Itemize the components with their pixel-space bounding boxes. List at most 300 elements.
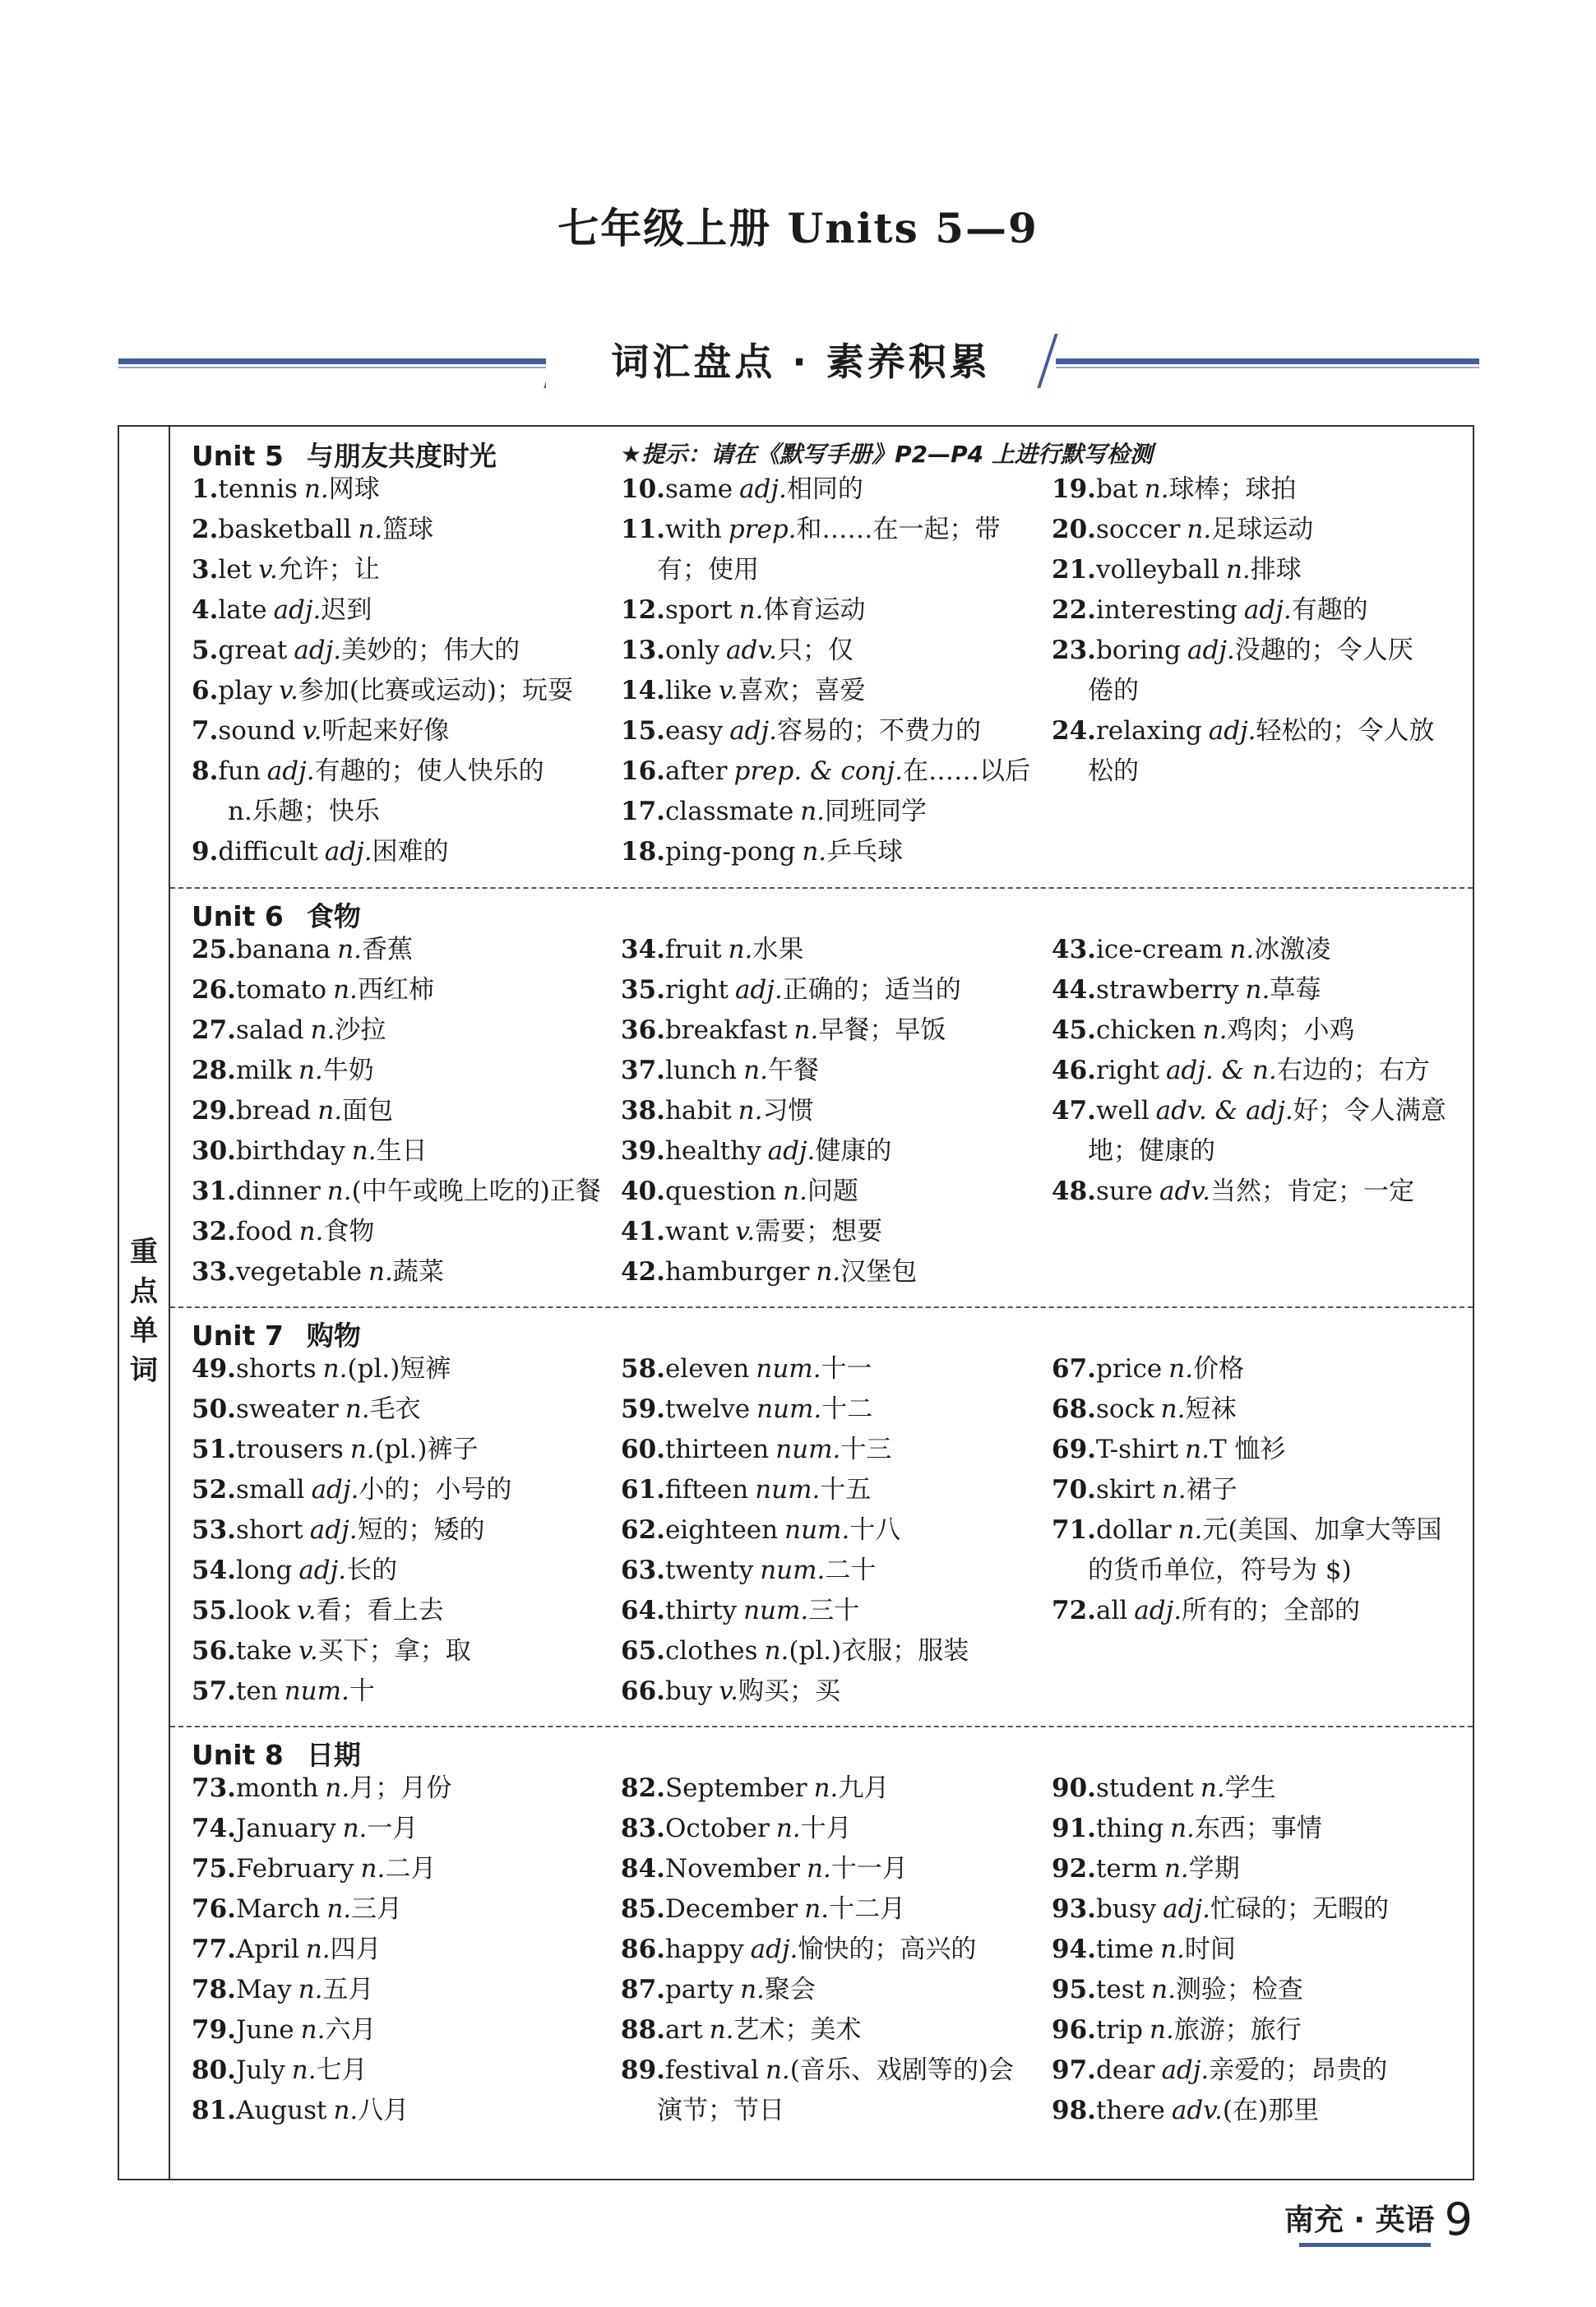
entry-definition-continued: 演节；节日 bbox=[657, 2096, 784, 2125]
entry-definition: 正确的；适当的 bbox=[782, 975, 961, 1005]
entry-number: 55. bbox=[192, 1596, 236, 1625]
entry-part-of-speech: v. bbox=[719, 1676, 738, 1706]
entry-word: thing bbox=[1095, 1814, 1164, 1843]
entry-part-of-speech: n. bbox=[1187, 515, 1212, 544]
vocab-entry bbox=[621, 1131, 1040, 1172]
entry-number: 4. bbox=[192, 595, 219, 625]
entry-number: 9. bbox=[192, 837, 219, 867]
vocab-entry bbox=[1052, 1389, 1463, 1430]
entry-definition: 十一月 bbox=[830, 1854, 908, 1884]
entry-definition: 学期 bbox=[1188, 1854, 1240, 1884]
entry-number: 8. bbox=[192, 756, 219, 786]
entry-definition: 短的；矮的 bbox=[357, 1515, 485, 1545]
entry-number: 90. bbox=[1052, 1773, 1096, 1803]
entry-number: 31. bbox=[192, 1177, 236, 1206]
entry-number: 10. bbox=[621, 474, 665, 504]
entry-part-of-speech: n. bbox=[291, 2055, 317, 2085]
entry-number: 26. bbox=[192, 975, 236, 1005]
entry-number: 56. bbox=[192, 1636, 236, 1666]
vocab-entry bbox=[1052, 1591, 1463, 1631]
entry-definition: 月；月份 bbox=[349, 1773, 452, 1803]
entry-number: 92. bbox=[1052, 1854, 1096, 1884]
entry-part-of-speech: n. bbox=[1202, 1015, 1228, 1045]
entry-number: 20. bbox=[1052, 515, 1096, 544]
entry-part-of-speech: adj. bbox=[1243, 595, 1292, 625]
vocab-entry bbox=[1052, 1470, 1463, 1510]
entry-definition: 七月 bbox=[316, 2055, 368, 2085]
entry-definition: 没趣的；令人厌 bbox=[1234, 636, 1413, 665]
entry-number: 54. bbox=[192, 1556, 236, 1585]
entry-number: 18. bbox=[621, 837, 665, 867]
entry-part-of-speech: n. bbox=[1151, 1975, 1176, 2004]
entry-definition: (中午或晚上吃的)正餐 bbox=[351, 1177, 601, 1206]
entry-part-of-speech: n. bbox=[305, 1935, 331, 1964]
entry-word: salad bbox=[235, 1015, 304, 1045]
entry-definition: (音乐、戏剧等的)会 bbox=[789, 2055, 1014, 2085]
entry-part-of-speech: n. bbox=[800, 797, 826, 826]
entry-word: food bbox=[235, 1217, 293, 1246]
entry-number: 58. bbox=[621, 1354, 665, 1384]
vocab-entry bbox=[1052, 1091, 1463, 1131]
vocab-entry bbox=[1052, 1889, 1463, 1930]
entry-word: buy bbox=[664, 1676, 713, 1706]
entry-number: 75. bbox=[192, 1854, 236, 1884]
entry-word: December bbox=[664, 1894, 798, 1924]
entry-part-of-speech: n. bbox=[326, 1894, 352, 1924]
side-column bbox=[119, 427, 170, 2179]
practice-tip: ★提示：请在《默写手册》P2—P4 上进行默写检测 bbox=[621, 441, 1153, 468]
unit-heading bbox=[192, 895, 361, 934]
entry-number: 84. bbox=[621, 1854, 665, 1884]
vocab-entry bbox=[1052, 631, 1463, 671]
vocab-entry bbox=[192, 1252, 611, 1292]
vocab-entry bbox=[192, 510, 611, 550]
entry-part-of-speech: num. bbox=[756, 1394, 822, 1424]
vocab-entry bbox=[621, 1768, 1040, 1809]
entry-part-of-speech: n. bbox=[1163, 1854, 1189, 1884]
entry-part-of-speech: adj. bbox=[739, 474, 787, 504]
entry-definition: 听起来好像 bbox=[322, 716, 450, 746]
entry-definition: 蔬菜 bbox=[392, 1257, 444, 1287]
entry-number: 62. bbox=[621, 1515, 665, 1545]
entry-number: 70. bbox=[1052, 1475, 1096, 1505]
entry-number: 79. bbox=[192, 2015, 236, 2045]
entry-part-of-speech: n. bbox=[1177, 1515, 1203, 1545]
entry-definition: 长的 bbox=[346, 1556, 398, 1585]
vocab-entry bbox=[1052, 469, 1463, 510]
entry-word: strawberry bbox=[1095, 975, 1239, 1005]
vocab-entry bbox=[192, 970, 611, 1010]
entry-number: 69. bbox=[1052, 1435, 1096, 1464]
side-label bbox=[119, 1232, 169, 1390]
entry-definition: 有趣的 bbox=[1291, 595, 1368, 625]
entry-number: 64. bbox=[621, 1596, 665, 1625]
entry-word: short bbox=[235, 1515, 303, 1545]
entry-definition: (pl.)短裤 bbox=[347, 1354, 451, 1384]
entry-word: boring bbox=[1095, 636, 1181, 665]
page-number: 9 bbox=[1444, 2194, 1473, 2245]
entry-part-of-speech: n. bbox=[333, 2096, 359, 2125]
entry-word: busy bbox=[1095, 1894, 1157, 1924]
entry-definition: 亲爱的；昂贵的 bbox=[1209, 2055, 1388, 2085]
entry-part-of-speech: n. bbox=[1168, 1354, 1194, 1384]
entry-number: 30. bbox=[192, 1136, 236, 1166]
section-banner bbox=[118, 329, 1479, 395]
vocab-entry bbox=[192, 1591, 611, 1631]
vocab-entry-continued bbox=[1052, 1551, 1463, 1591]
entry-part-of-speech: adj. bbox=[309, 1515, 358, 1545]
unit-number: Unit 5 bbox=[192, 440, 284, 472]
entry-definition: 在……以后 bbox=[902, 756, 1030, 786]
entry-part-of-speech: adv. & adj. bbox=[1155, 1096, 1293, 1126]
vocab-entry bbox=[192, 1010, 611, 1051]
entry-word: look bbox=[235, 1596, 290, 1625]
vocab-entry bbox=[192, 1849, 611, 1889]
entry-number: 57. bbox=[192, 1676, 236, 1706]
entry-word: March bbox=[235, 1894, 321, 1924]
entry-part-of-speech: adj. bbox=[729, 716, 777, 746]
entry-number: 21. bbox=[1052, 555, 1096, 585]
vocab-entry-continued bbox=[1052, 1131, 1463, 1172]
page-title: 七年级上册 Units 5—9 bbox=[557, 204, 1039, 252]
entry-definition: 右边的；右方 bbox=[1276, 1056, 1430, 1085]
vocab-entry bbox=[621, 970, 1040, 1010]
entry-number: 72. bbox=[1052, 1596, 1096, 1625]
entry-definition: 三十 bbox=[808, 1596, 860, 1625]
entry-number: 53. bbox=[192, 1515, 236, 1545]
units-content bbox=[170, 427, 1473, 2179]
entry-part-of-speech: adj. bbox=[324, 837, 372, 867]
banner-label: 词汇盘点 · 素养积累 bbox=[546, 329, 1056, 395]
entry-number: 41. bbox=[621, 1217, 665, 1246]
vocab-entry bbox=[192, 1349, 611, 1389]
vocab-entry bbox=[1052, 1349, 1463, 1389]
entry-part-of-speech: n. bbox=[298, 1056, 323, 1085]
vocab-entry bbox=[192, 1510, 611, 1551]
entry-definition: 容易的；不费力的 bbox=[776, 716, 981, 746]
entry-part-of-speech: n. bbox=[738, 1096, 763, 1126]
entry-word: June bbox=[235, 2015, 294, 2045]
entry-number: 29. bbox=[192, 1096, 236, 1126]
entry-word: ping-pong bbox=[664, 837, 796, 867]
vocab-entry bbox=[621, 1970, 1040, 2010]
entry-word: chicken bbox=[1095, 1015, 1196, 1045]
entry-word: art bbox=[664, 2015, 703, 2045]
entry-word: ten bbox=[235, 1676, 278, 1706]
entry-definition: 小的；小号的 bbox=[359, 1475, 512, 1505]
entry-definition: 迟到 bbox=[321, 595, 372, 625]
entry-part-of-speech: v. bbox=[735, 1217, 756, 1246]
entry-number: 14. bbox=[621, 676, 665, 705]
entry-definition: 午餐 bbox=[767, 1056, 819, 1085]
vocab-entry bbox=[192, 550, 611, 590]
vocab-entry bbox=[621, 1631, 1040, 1671]
vocab-entry bbox=[192, 2010, 611, 2050]
entry-part-of-speech: n. bbox=[728, 935, 753, 964]
side-label-char: 词 bbox=[130, 1354, 158, 1387]
entry-number: 94. bbox=[1052, 1935, 1096, 1964]
entry-number: 35. bbox=[621, 975, 665, 1005]
entry-definition: 篮球 bbox=[382, 515, 434, 544]
vocab-entry bbox=[192, 671, 611, 711]
vocab-entry bbox=[1052, 1970, 1463, 2010]
unit-heading bbox=[192, 1315, 361, 1353]
entry-word: sport bbox=[664, 595, 733, 625]
entry-number: 66. bbox=[621, 1676, 665, 1706]
entry-number: 19. bbox=[1052, 474, 1096, 504]
entry-part-of-speech: n. bbox=[345, 1394, 370, 1424]
entry-part-of-speech: adv. bbox=[1171, 2096, 1223, 2125]
entry-word: birthday bbox=[235, 1136, 345, 1166]
entry-part-of-speech: n. bbox=[1245, 975, 1270, 1005]
entry-number: 68. bbox=[1052, 1394, 1096, 1424]
entry-word: easy bbox=[664, 716, 724, 746]
unit-section bbox=[170, 887, 1473, 1308]
entry-definition: 鸡肉；小鸡 bbox=[1227, 1015, 1355, 1045]
entry-word: let bbox=[218, 555, 252, 585]
vocab-entry bbox=[192, 1430, 611, 1470]
entry-word: sure bbox=[1095, 1177, 1153, 1206]
entry-word: there bbox=[1095, 2096, 1165, 2125]
entry-word: trip bbox=[1095, 2015, 1143, 2045]
entry-word: trousers bbox=[235, 1435, 344, 1464]
vocab-entry bbox=[621, 1591, 1040, 1631]
entry-definition: 十一 bbox=[821, 1354, 872, 1384]
vocab-entry bbox=[1052, 1510, 1463, 1551]
entry-part-of-speech: adj. bbox=[1134, 1596, 1182, 1625]
vocab-entry bbox=[192, 1551, 611, 1591]
entry-word: volleyball bbox=[1095, 555, 1219, 585]
entry-word: thirteen bbox=[664, 1435, 770, 1464]
entry-number: 44. bbox=[1052, 975, 1096, 1005]
entry-part-of-speech: n. bbox=[1170, 1814, 1195, 1843]
entry-definition: 和……在一起；带 bbox=[796, 515, 1001, 544]
entry-definition: 允许；让 bbox=[277, 555, 380, 585]
entry-number: 83. bbox=[621, 1814, 665, 1843]
entry-word: ice-cream bbox=[1095, 935, 1224, 964]
entry-definition: 二月 bbox=[385, 1854, 437, 1884]
entry-part-of-speech: n. bbox=[351, 1136, 377, 1166]
vocab-entry-continued bbox=[1052, 671, 1463, 711]
side-label-char: 单 bbox=[130, 1315, 158, 1348]
vocab-entry bbox=[621, 1551, 1040, 1591]
entry-number: 17. bbox=[621, 797, 665, 826]
vocab-entry bbox=[1052, 1768, 1463, 1809]
entry-part-of-speech: adj. bbox=[311, 1475, 359, 1505]
entry-number: 37. bbox=[621, 1056, 665, 1085]
entry-definition-continued: 地；健康的 bbox=[1088, 1136, 1215, 1166]
entry-number: 13. bbox=[621, 636, 665, 665]
footer-text: 南充 · 英语 bbox=[1284, 2203, 1435, 2237]
vocab-entry bbox=[192, 751, 611, 792]
entry-word: sock bbox=[1095, 1394, 1154, 1424]
entry-definition: 时间 bbox=[1184, 1935, 1236, 1964]
entry-definition: 面包 bbox=[342, 1096, 394, 1126]
vocab-entry bbox=[621, 1212, 1040, 1252]
entry-word: test bbox=[1095, 1975, 1145, 2004]
side-label-char: 点 bbox=[130, 1275, 158, 1308]
entry-definition: 十八 bbox=[849, 1515, 901, 1545]
entry-number: 5. bbox=[192, 636, 219, 665]
entry-definition: 东西；事情 bbox=[1194, 1814, 1322, 1843]
entry-definition: 四月 bbox=[330, 1935, 382, 1964]
entry-word: sound bbox=[218, 716, 296, 746]
entry-word: difficult bbox=[218, 837, 318, 867]
entry-definition: 足球运动 bbox=[1211, 515, 1314, 544]
entry-definition: 学生 bbox=[1224, 1773, 1276, 1803]
vocab-entry bbox=[621, 510, 1040, 550]
entry-word: September bbox=[664, 1773, 807, 1803]
entry-number: 65. bbox=[621, 1636, 665, 1666]
entry-word: eleven bbox=[664, 1354, 750, 1384]
entry-word: late bbox=[218, 595, 267, 625]
entry-definition: 裙子 bbox=[1186, 1475, 1237, 1505]
entry-definition: 买下；拿；取 bbox=[317, 1636, 471, 1666]
entry-definition: 二十 bbox=[825, 1556, 877, 1585]
vocab-entry bbox=[1052, 590, 1463, 631]
entry-definition: 所有的；全部的 bbox=[1182, 1596, 1361, 1625]
entry-definition: 体育运动 bbox=[763, 595, 866, 625]
vocab-entry bbox=[192, 1671, 611, 1712]
entry-number: 24. bbox=[1052, 716, 1096, 746]
entry-part-of-speech: v. bbox=[279, 676, 298, 705]
entry-definition: T 恤衫 bbox=[1210, 1435, 1286, 1464]
entry-word: party bbox=[664, 1975, 734, 2004]
entry-number: 86. bbox=[621, 1935, 665, 1964]
entry-definition: 十二月 bbox=[829, 1894, 906, 1924]
entry-number: 25. bbox=[192, 935, 236, 964]
entry-word: lunch bbox=[664, 1056, 738, 1085]
entry-word: interesting bbox=[1095, 595, 1237, 625]
entry-word: soccer bbox=[1095, 515, 1181, 544]
vocab-entry bbox=[192, 2091, 611, 2131]
entry-number: 49. bbox=[192, 1354, 236, 1384]
unit-heading bbox=[192, 435, 497, 474]
entry-part-of-speech: n. bbox=[333, 975, 358, 1005]
vocab-entry bbox=[1052, 711, 1463, 751]
vocab-entry bbox=[192, 1172, 611, 1212]
entry-word: February bbox=[235, 1854, 354, 1884]
vocab-entry bbox=[621, 1470, 1040, 1510]
entry-number: 27. bbox=[192, 1015, 236, 1045]
entry-definition: 网球 bbox=[328, 474, 380, 504]
vocab-entry bbox=[1052, 2091, 1463, 2131]
entry-word: bat bbox=[1095, 474, 1138, 504]
entry-part-of-speech: n. bbox=[1200, 1773, 1225, 1803]
entry-number: 85. bbox=[621, 1894, 665, 1924]
vocab-entry bbox=[1052, 970, 1463, 1010]
entry-definition: 购买；买 bbox=[738, 1676, 840, 1706]
entry-word: term bbox=[1095, 1854, 1158, 1884]
entry-part-of-speech: adj. bbox=[1187, 636, 1235, 665]
vocab-entry bbox=[621, 2050, 1040, 2091]
entry-number: 38. bbox=[621, 1096, 665, 1126]
entry-part-of-speech: num. bbox=[775, 1435, 841, 1464]
entry-definition-continued: n.乐趣；快乐 bbox=[228, 797, 380, 826]
entry-definition: 当然；肯定；一定 bbox=[1210, 1177, 1414, 1206]
entry-part-of-speech: v. bbox=[296, 1596, 317, 1625]
entry-word: great bbox=[218, 636, 288, 665]
entry-word: vegetable bbox=[235, 1257, 363, 1287]
vocab-entry bbox=[621, 1809, 1040, 1849]
entry-definition: 需要；想要 bbox=[755, 1217, 883, 1246]
unit-title: 与朋友共度时光 bbox=[306, 440, 497, 472]
entry-word: hamburger bbox=[664, 1257, 810, 1287]
entry-number: 95. bbox=[1052, 1975, 1096, 2004]
unit-number: Unit 6 bbox=[192, 900, 284, 932]
entry-definition: 美妙的；伟大的 bbox=[341, 636, 520, 665]
entry-part-of-speech: n. bbox=[310, 1015, 335, 1045]
entry-word: month bbox=[235, 1773, 319, 1803]
entry-word: fruit bbox=[664, 935, 722, 964]
entry-number: 28. bbox=[192, 1056, 236, 1085]
entry-part-of-speech: n. bbox=[322, 1354, 348, 1384]
entry-number: 1. bbox=[192, 474, 219, 504]
entry-word: right bbox=[664, 975, 729, 1005]
unit-number: Unit 7 bbox=[192, 1320, 284, 1352]
entry-definition: 十五 bbox=[820, 1475, 872, 1505]
entry-part-of-speech: n. bbox=[783, 1177, 807, 1206]
entry-word: happy bbox=[664, 1935, 744, 1964]
vocab-entry bbox=[192, 1470, 611, 1510]
entry-word: banana bbox=[235, 935, 331, 964]
entry-part-of-speech: n. bbox=[325, 1773, 350, 1803]
entry-number: 46. bbox=[1052, 1056, 1096, 1085]
entry-part-of-speech: adv. bbox=[726, 636, 778, 665]
entry-definition: 聚会 bbox=[764, 1975, 816, 2004]
entry-definition: 旅游；旅行 bbox=[1173, 2015, 1302, 2045]
vocab-entry bbox=[192, 1889, 611, 1930]
entry-part-of-speech: v. bbox=[298, 1636, 318, 1666]
entry-word: small bbox=[235, 1475, 305, 1505]
entry-definition: 乒乓球 bbox=[826, 837, 904, 867]
entry-definition: 愉快的；高兴的 bbox=[798, 1935, 977, 1964]
entry-number: 23. bbox=[1052, 636, 1096, 665]
unit-title: 食物 bbox=[306, 900, 361, 932]
unit-number: Unit 8 bbox=[192, 1739, 284, 1771]
entry-number: 39. bbox=[621, 1136, 665, 1166]
entry-definition: 问题 bbox=[807, 1177, 858, 1206]
entry-definition: 生日 bbox=[376, 1136, 428, 1166]
entry-definition: 好；令人满意 bbox=[1293, 1096, 1446, 1126]
vocab-entry-continued bbox=[621, 550, 1040, 590]
vocab-entry bbox=[621, 671, 1040, 711]
entry-part-of-speech: num. bbox=[760, 1556, 826, 1585]
entry-word: thirty bbox=[664, 1596, 738, 1625]
entry-definition: 测验；检查 bbox=[1175, 1975, 1303, 2004]
entry-definition: 十 bbox=[349, 1676, 375, 1706]
entry-part-of-speech: n. bbox=[1149, 2015, 1174, 2045]
vocab-entry bbox=[192, 469, 611, 510]
entry-part-of-speech: n. bbox=[1144, 474, 1169, 504]
vocab-entry bbox=[1052, 2010, 1463, 2050]
entry-word: April bbox=[235, 1935, 299, 1964]
vocab-entry bbox=[621, 1091, 1040, 1131]
entry-part-of-speech: adj. bbox=[1163, 1894, 1210, 1924]
entry-number: 71. bbox=[1052, 1515, 1096, 1545]
unit-section bbox=[170, 1306, 1473, 1727]
vocab-entry bbox=[621, 1430, 1040, 1470]
entry-number: 77. bbox=[192, 1935, 236, 1964]
entry-definition-continued: 的货币单位，符号为 $) bbox=[1088, 1556, 1352, 1585]
vocab-entry bbox=[192, 1970, 611, 2010]
entry-part-of-speech: n. bbox=[337, 935, 362, 964]
entry-word: long bbox=[235, 1556, 293, 1585]
entry-definition: (在)那里 bbox=[1222, 2096, 1320, 2125]
entry-definition: 一月 bbox=[367, 1814, 419, 1843]
entry-definition: 牛奶 bbox=[322, 1056, 374, 1085]
entry-definition: 三月 bbox=[351, 1894, 403, 1924]
